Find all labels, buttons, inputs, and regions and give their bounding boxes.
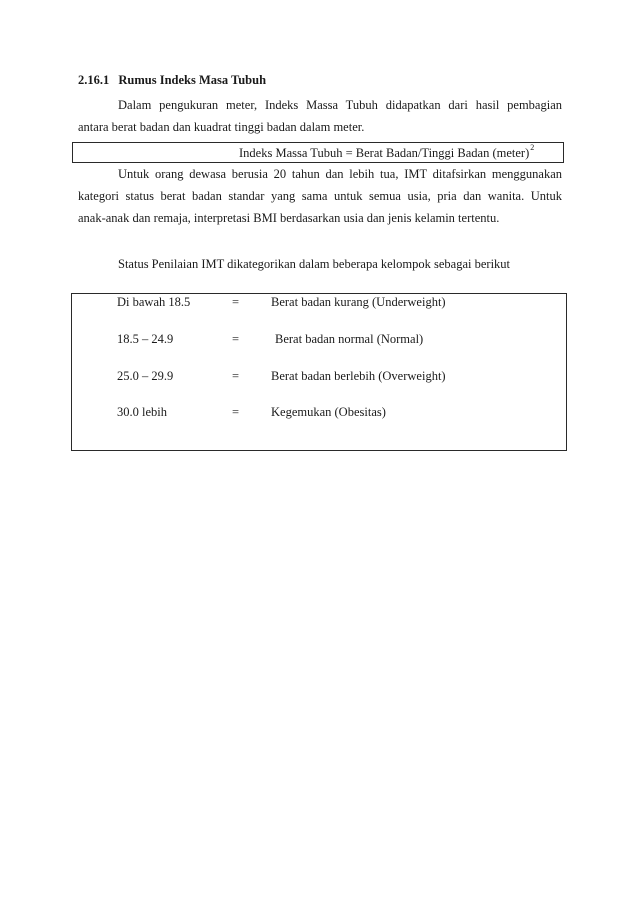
section-title: Rumus Indeks Masa Tubuh	[118, 73, 267, 87]
section-heading	[78, 73, 266, 88]
formula-exponent: 2	[530, 143, 535, 152]
category-description: Berat badan kurang (Underweight)	[271, 295, 446, 309]
intro-paragraph	[78, 94, 562, 138]
category-description: Kegemukan (Obesitas)	[271, 405, 386, 419]
adult-paragraph-line-2: kategori status berat badan standar yang sama untuk semua usia, pria dan wanita. Untuk	[78, 189, 562, 203]
formula-box	[72, 142, 564, 163]
section-number: 2.16.1	[78, 73, 110, 87]
category-range: 30.0 lebih	[117, 405, 167, 419]
category-equals: =	[232, 369, 240, 383]
formula-text: Indeks Massa Tubuh = Berat Badan/Tinggi Badan (meter)	[239, 146, 530, 161]
category-range: 25.0 – 29.9	[117, 369, 174, 383]
imt-category-box	[71, 293, 567, 451]
imt-formula	[239, 145, 534, 161]
intro-paragraph-line-2: antara berat badan dan kuadrat tinggi badan dalam meter.	[78, 120, 365, 134]
adult-paragraph-line-3: anak-anak dan remaja, interpretasi BMI berdasarkan usia dan jenis kelamin tertentu.	[78, 211, 500, 225]
category-description: Berat badan normal (Normal)	[275, 332, 424, 346]
adult-interpretation-paragraph	[78, 163, 562, 229]
category-equals: =	[232, 405, 240, 419]
status-intro-text: Status Penilaian IMT dikategorikan dalam beberapa kelompok sebagai berikut	[118, 257, 511, 271]
category-equals: =	[232, 332, 240, 346]
category-range: Di bawah 18.5	[117, 295, 191, 309]
category-equals: =	[232, 295, 240, 309]
category-description: Berat badan berlebih (Overweight)	[271, 369, 446, 383]
intro-paragraph-line-1: Dalam pengukuran meter, Indeks Massa Tubuh didapatkan dari hasil pembagian	[118, 98, 562, 112]
category-range: 18.5 – 24.9	[117, 332, 174, 346]
adult-paragraph-line-1: Untuk orang dewasa berusia 20 tahun dan lebih tua, IMT ditafsirkan menggunakan	[118, 167, 562, 181]
